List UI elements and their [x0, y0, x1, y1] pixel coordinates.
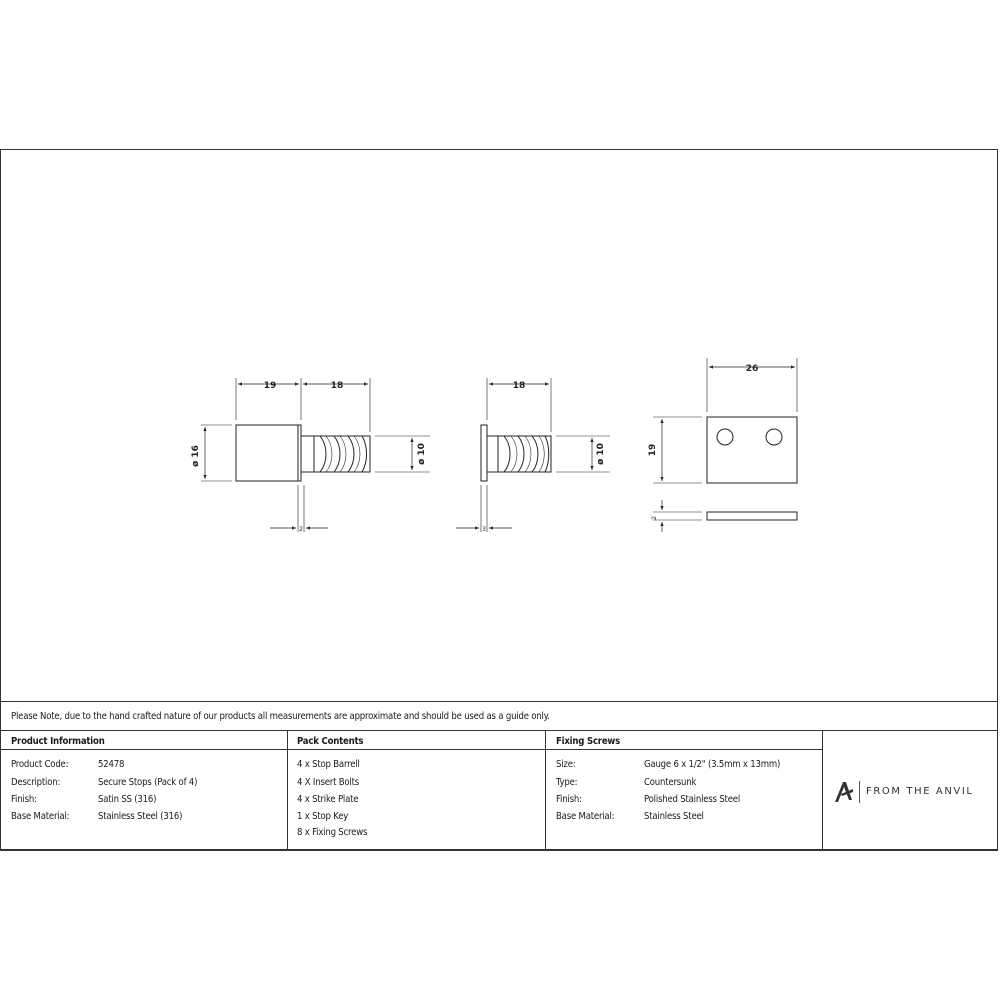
anvil-logo-icon [833, 780, 855, 804]
screw-finish-value: Polished Stainless Steel [644, 794, 740, 805]
dim-flange-1: 2 [299, 526, 303, 533]
bolt-body [314, 436, 370, 472]
screw-finish-label: Finish: [556, 794, 582, 805]
strike-plate-face [707, 417, 797, 483]
dim-insert-diameter: ø 10 [596, 443, 606, 465]
product-code-label: Product Code: [11, 759, 69, 770]
title-block-bottom-rule [0, 850, 998, 851]
screw-material-label: Base Material: [556, 811, 615, 822]
base-material-value: Stainless Steel (316) [98, 811, 183, 822]
finish-value: Satin SS (316) [98, 794, 157, 805]
dim-plate-width: 26 [745, 364, 759, 374]
note-divider [0, 730, 998, 731]
screw-size-label: Size: [556, 759, 576, 770]
screw-material-value: Stainless Steel [644, 811, 704, 822]
column-divider-2 [545, 730, 546, 850]
disclaimer-note: Please Note, due to the hand crafted nature of our products all measurements are approximate and should be used as a guide only. [11, 711, 550, 722]
strike-plate-view [653, 358, 797, 532]
description-value: Secure Stops (Pack of 4) [98, 777, 198, 788]
fixing-screws-header: Fixing Screws [556, 736, 621, 747]
insert-flange [481, 425, 487, 481]
insert-shoulder [487, 436, 498, 472]
screw-type-value: Countersunk [644, 777, 697, 788]
dim-barrel-length: 19 [263, 381, 277, 391]
screw-size-value: Gauge 6 x 1/2" (3.5mm x 13mm) [644, 759, 781, 770]
dim-insert-length: 18 [512, 381, 526, 391]
pack-item: 4 X Insert Bolts [297, 777, 360, 788]
finish-label: Finish: [11, 794, 37, 805]
barrel-body [236, 425, 301, 481]
base-material-label: Base Material: [11, 811, 70, 822]
stop-barrel-view [201, 378, 430, 532]
column-divider-3 [822, 730, 823, 850]
pack-item: 1 x Stop Key [297, 811, 349, 822]
pack-item: 4 x Stop Barrell [297, 759, 360, 770]
dim-plate-thickness: 2 [651, 516, 658, 520]
insert-bolt-view [456, 378, 610, 532]
dim-bolt-length: 18 [330, 381, 344, 391]
screw-type-label: Type: [556, 777, 578, 788]
title-block-top-rule [0, 701, 998, 702]
dim-barrel-diameter: ø 16 [191, 445, 201, 467]
header-divider [0, 749, 822, 750]
pack-item: 4 x Strike Plate [297, 794, 359, 805]
dim-plate-height: 19 [648, 443, 658, 457]
dim-bolt-diameter: ø 10 [417, 443, 427, 465]
product-code-value: 52478 [98, 759, 125, 770]
dim-flange-2: 3 [482, 526, 486, 533]
pack-contents-header: Pack Contents [297, 736, 364, 747]
brand-name: FROM THE ANVIL [866, 786, 974, 797]
column-divider-1 [287, 730, 288, 850]
pack-item: 8 x Fixing Screws [297, 827, 368, 838]
product-info-header: Product Information [11, 736, 105, 747]
strike-plate-edge [707, 512, 797, 520]
description-label: Description: [11, 777, 61, 788]
bolt-shoulder [301, 436, 314, 472]
logo-divider [859, 781, 860, 803]
